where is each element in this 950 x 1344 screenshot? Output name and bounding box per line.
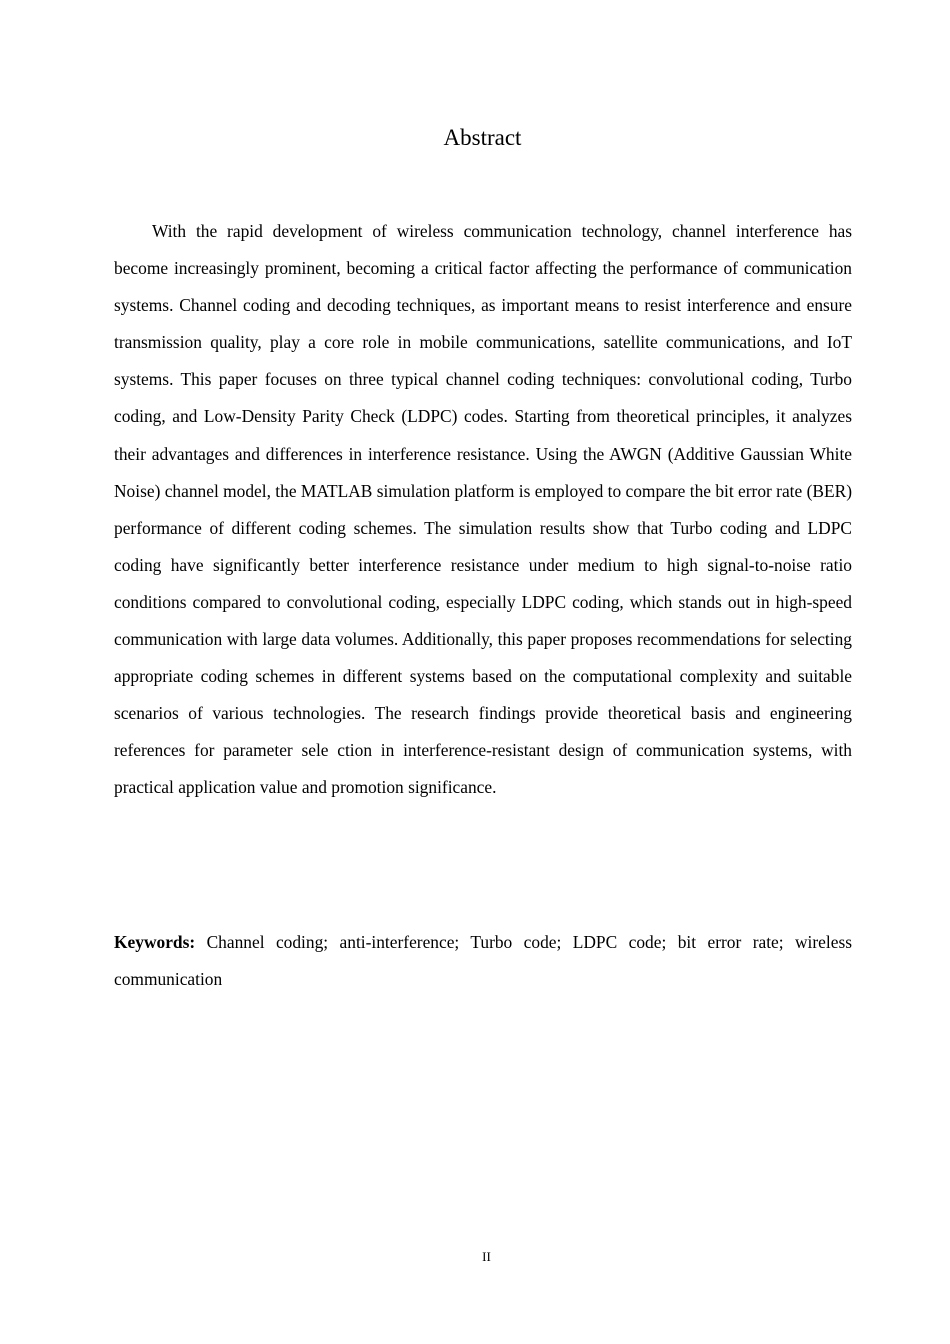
keywords-label: Keywords: (114, 932, 196, 952)
page-number: II (482, 1249, 491, 1264)
abstract-paragraph: With the rapid development of wireless communication technology, channel interference has become increasingly prominent, becoming a critical factor affecting the performance of communication systems. Channel coding and decoding techniques, as important means to resist interference and ensure transmission quality, play a core role in mobile communications, satellite communications, and IoT systems. This paper focuses on three typical channel coding techniques: convolutional coding, Turbo coding, and Low-Density Parity Check (LDPC) codes. Starting from theoretical principles, it analyzes their advantages and differences in interference resistance. Using the AWGN (Additive Gaussian White Noise) channel model, the MATLAB simulation platform is employed to compare the bit error rate (BER) performance of different coding schemes. The simulation results show that Turbo coding and LDPC coding have significantly better interference resistance under medium to high signal-to-noise ratio conditions compared to convolutional coding, especially LDPC coding, which stands out in high-speed communication with large data volumes. Additionally, this paper proposes recommendations for selecting appropriate coding schemes in different systems based on the computational complexity and suitable scenarios of various technologies. The research findings provide theoretical basis and engineering references for parameter sele ction in interference-resistant design of communication systems, with practical application value and promotion significance. (114, 221, 852, 798)
keywords-text: Channel coding; anti-interference; Turbo code; LDPC code; bit error rate; wireless communication (114, 932, 852, 989)
keywords-line (114, 924, 852, 998)
page-title: Abstract (443, 125, 522, 150)
